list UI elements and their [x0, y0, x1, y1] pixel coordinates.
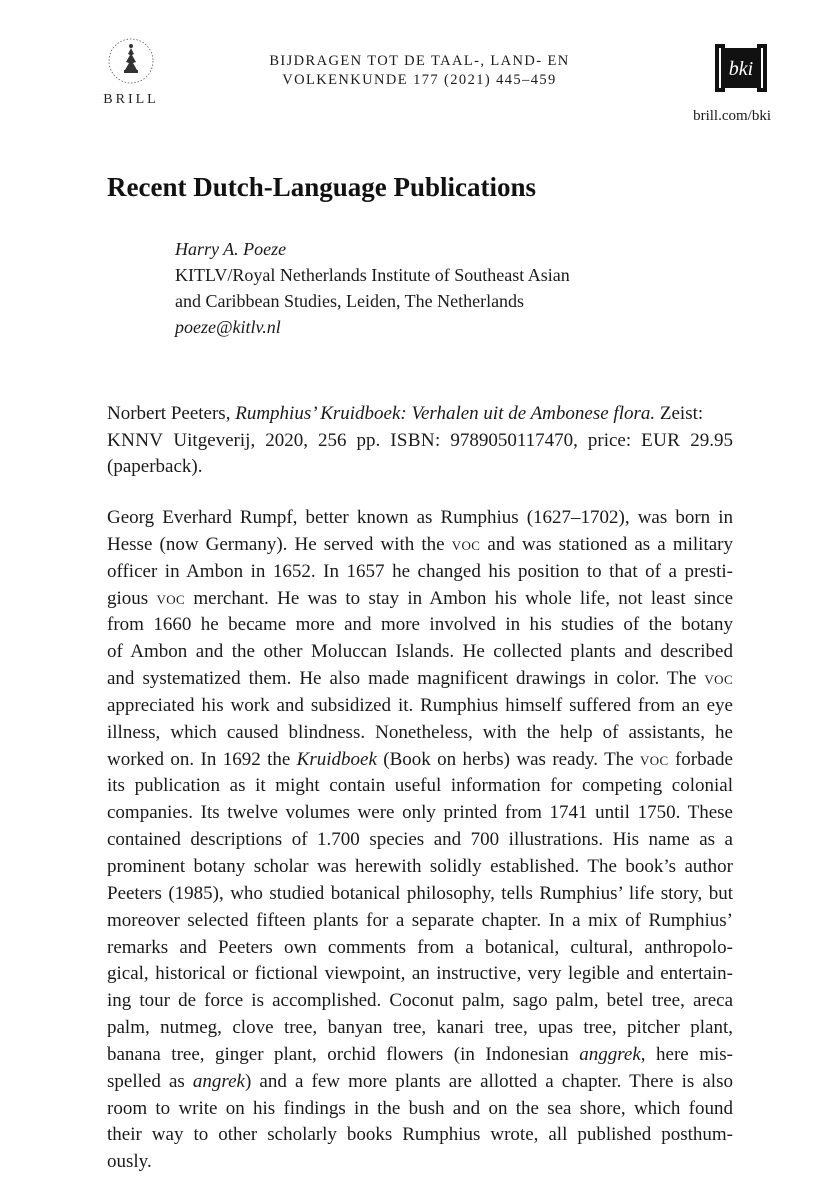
- body-line: remarks and Peeters own comments from a botanical, cultural, anthropolo-: [107, 936, 733, 958]
- author-email: poeze@kitlv.nl: [175, 317, 281, 337]
- body-line: gious voc merchant. He was to stay in Ambon his whole life, not least since: [107, 587, 733, 609]
- body-line: Georg Everhard Rumpf, better known as Rumphius (1627–1702), was born in: [107, 507, 733, 528]
- article-title: Recent Dutch-Language Publications: [107, 172, 537, 202]
- bki-logo-text: bki: [728, 58, 754, 80]
- author-name: Harry A. Poeze: [175, 239, 287, 259]
- body-line: ing tour de force is accomplished. Coconut palm, sago palm, betel tree, areca: [107, 990, 733, 1012]
- review-citation: Norbert Peeters, Rumphius’ Kruidboek: Verhalen uit de Ambonese flora. Zeist: KNNV Uitgeverij, 2020, 256 pp. ISBN: 9789050117470, price: EUR 29.95 (paperback).: [107, 403, 734, 477]
- bki-logo-icon: [711, 40, 771, 96]
- author-block: [175, 236, 570, 340]
- body-line: banana tree, ginger plant, orchid flowers (in Indonesian anggrek, here mis-: [107, 1043, 734, 1065]
- affiliation-line2: and Caribbean Studies, Leiden, The Netherlands: [175, 291, 525, 311]
- body-line: ously.: [107, 1151, 152, 1173]
- body-line: their way to other scholarly books Rumphius wrote, all published posthum-: [107, 1124, 733, 1146]
- body-line: spelled as angrek) and a few more plants are allotted a chapter. There is also: [107, 1070, 733, 1092]
- body-line: Peeters (1985), who studied botanical philosophy, tells Rumphius’ life story, but: [107, 882, 733, 904]
- body-line: companies. Its twelve volumes were only printed from 1741 until 1750. These: [107, 802, 733, 824]
- publisher-name: BRILL: [103, 92, 159, 107]
- body-line: from 1660 he became more and more involved in his studies of the botany: [107, 614, 733, 636]
- review-body: [107, 505, 733, 1176]
- journal-name-line1: BIJDRAGEN TOT DE TAAL-, LAND- EN: [269, 53, 570, 69]
- body-line: prominent botany scholar was herewith solidly established. The book’s author: [107, 855, 733, 877]
- body-line: gical, historical or fictional viewpoint, an instructive, very legible and entertain-: [107, 963, 733, 985]
- body-line: moreover selected fifteen plants for a separate chapter. In a mix of Rumphius’: [107, 909, 733, 931]
- body-line: officer in Ambon in 1652. In 1657 he changed his position to that of a presti-: [107, 560, 733, 582]
- body-line: and systematized them. He also made magnificent drawings in color. The voc: [107, 668, 733, 690]
- book-title: Rumphius’ Kruidboek: Verhalen uit de Ambonese flora.: [235, 403, 656, 424]
- body-line: Hesse (now Germany). He served with the voc and was stationed as a military: [107, 533, 733, 555]
- body-line: worked on. In 1692 the Kruidboek (Book on herbs) was ready. The voc forbade: [107, 748, 733, 770]
- body-line: palm, nutmeg, clove tree, banyan tree, kanari tree, upas tree, pitcher plant,: [107, 1017, 733, 1039]
- journal-name-line2: VOLKENKUNDE 177 (2021) 445–459: [282, 72, 557, 88]
- body-line: contained descriptions of 1.700 species and 700 illustrations. His name as a: [107, 829, 733, 851]
- body-line: room to write on his findings in the bush and on the sea shore, which found: [107, 1097, 733, 1119]
- body-line: its publication as it might contain useful information for competing colonial: [107, 775, 733, 797]
- bki-logo: [693, 40, 771, 125]
- body-line: of Ambon and the other Moluccan Islands. He collected plants and described: [107, 641, 733, 663]
- affiliation-line1: KITLV/Royal Netherlands Institute of Southeast Asian: [175, 265, 570, 285]
- body-line: illness, which caused blindness. Nonetheless, with the help of assistants, he: [107, 721, 733, 743]
- journal-url: brill.com/bki: [693, 108, 771, 124]
- body-line: appreciated his work and subsidized it. Rumphius himself suffered from an eye: [107, 694, 733, 716]
